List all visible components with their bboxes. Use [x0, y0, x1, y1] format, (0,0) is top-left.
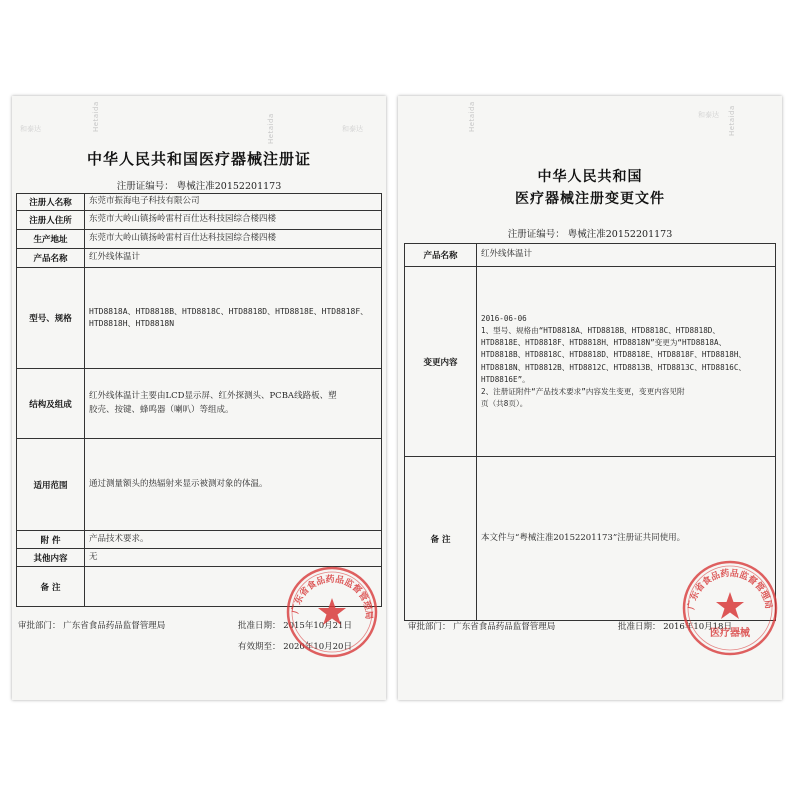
field-label: 生产地址 — [17, 230, 85, 249]
table-row — [405, 244, 776, 267]
attachment-value: 产品技术要求。 — [85, 531, 382, 549]
product-name-value: 红外线体温计 — [477, 244, 776, 267]
table-row — [17, 211, 382, 230]
table-row — [17, 439, 382, 531]
field-label: 注册人住所 — [17, 211, 85, 230]
field-label: 产品名称 — [17, 249, 85, 268]
other-content-value: 无 — [85, 549, 382, 567]
watermark-text: 和泰达 — [698, 111, 719, 119]
field-label: 备 注 — [405, 457, 477, 621]
approval-date: 批准日期： 2015年10月21日 — [238, 621, 352, 631]
approval-authority: 审批部门： 广东省食品药品监督管理局 — [18, 621, 166, 631]
certificate-number: 注册证编号： 粤械注准20152201173 — [116, 181, 282, 192]
field-label: 注册人名称 — [17, 194, 85, 211]
approval-authority: 审批部门： 广东省食品药品监督管理局 — [408, 622, 556, 632]
structure-value: 红外线体温计主要由LCD显示屏、红外探测头、PCBA线路板、塑 胶壳、按键、蜂鸣器（喇叭）等组成。 — [85, 369, 382, 439]
registration-certificate-page — [12, 96, 386, 700]
official-seal-icon — [680, 558, 780, 658]
field-label: 型号、规格 — [17, 268, 85, 369]
field-label: 变更内容 — [405, 267, 477, 457]
field-label: 结构及组成 — [17, 369, 85, 439]
table-row — [17, 230, 382, 249]
field-label: 其他内容 — [17, 549, 85, 567]
table-row — [17, 369, 382, 439]
field-label: 适用范围 — [17, 439, 85, 531]
field-label: 备 注 — [17, 567, 85, 607]
table-row — [17, 268, 382, 369]
watermark-text: 和泰达 — [342, 125, 363, 133]
product-name-value: 红外线体温计 — [85, 249, 382, 268]
approval-date: 批准日期： 2016年10月18日 — [618, 622, 732, 632]
model-spec-value: HTD8818A、HTD8818B、HTD8818C、HTD8818D、HTD8818E、HTD8818F、 HTD8818H、HTD8818N — [85, 268, 382, 369]
remarks-value: 本文件与“粤械注准20152201173”注册证共同使用。 — [477, 457, 776, 621]
seal-subtext: 医疗器械 — [710, 628, 750, 639]
valid-until-date: 有效期至： 2020年10月20日 — [238, 642, 352, 652]
table-row — [17, 531, 382, 549]
table-row — [405, 267, 776, 457]
change-content-value: 2016-06-06 1、型号、规格由“HTD8818A、HTD8818B、HTD8818C、HTD8818D、 HTD8818E、HTD8818F、HTD8818H、HTD8818N”变更为“HTD8818A、 HTD8818B、HTD8818C、HTD8818D、HTD8818E、HTD8818F、HTD8818H、 HTD8818N、HTD8812B、HTD8812C、HTD8813B、HTD8813C、HTD8816C、 HTD8816E”。 2、注册证附件“产品技术要求”内容发生变更，变更内容见附 页（共8页）。 — [477, 267, 776, 457]
watermark-text: 和泰达 — [20, 125, 41, 133]
field-label: 产品名称 — [405, 244, 477, 267]
watermark-text: Hetaida — [267, 113, 275, 144]
change-title-line2: 医疗器械注册变更文件 — [515, 191, 665, 207]
seal-text: 广东省食品药品监督管理局 — [686, 568, 774, 611]
watermark-text: Hetaida — [468, 101, 476, 132]
field-label: 附 件 — [17, 531, 85, 549]
watermark-text: Hetaida — [728, 105, 736, 136]
registrant-address-value: 东莞市大岭山镇扬岭雷村百仕达科技园综合楼四楼 — [85, 211, 382, 230]
official-seal-icon — [284, 564, 380, 660]
certificate-table — [16, 193, 382, 607]
change-certificate-number: 注册证编号： 粤械注准20152201173 — [507, 229, 673, 240]
change-title-line1: 中华人民共和国 — [537, 169, 643, 185]
registrant-name-value: 东莞市振海电子科技有限公司 — [85, 194, 382, 211]
certificate-title: 中华人民共和国医疗器械注册证 — [86, 150, 311, 168]
table-row — [17, 249, 382, 268]
watermark-text: Hetaida — [92, 101, 100, 132]
production-address-value: 东莞市大岭山镇扬岭雷村百仕达科技园综合楼四楼 — [85, 230, 382, 249]
registration-change-page — [398, 96, 782, 700]
table-row — [17, 194, 382, 211]
seal-text: 广东省食品药品监督管理局 — [290, 574, 374, 620]
scope-value: 通过测量额头的热辐射来显示被测对象的体温。 — [85, 439, 382, 531]
